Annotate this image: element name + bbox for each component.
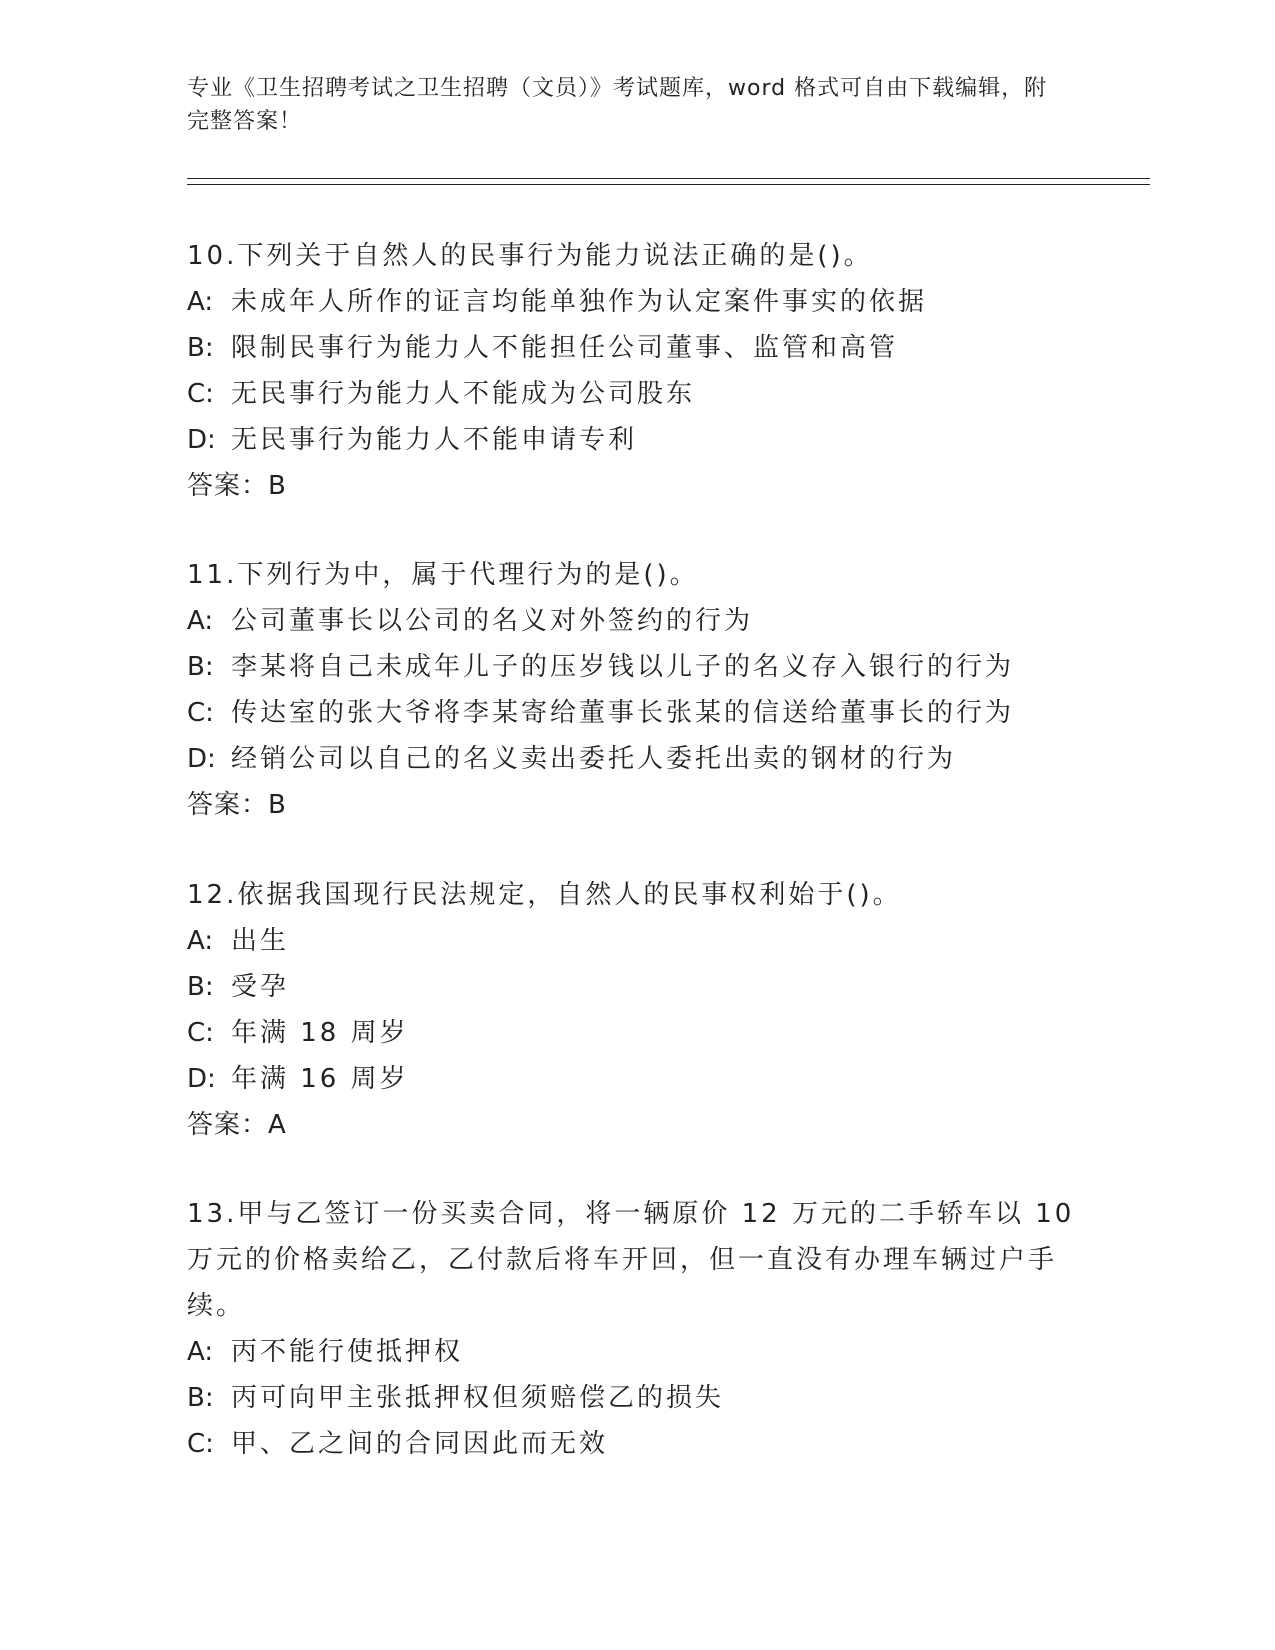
option-b	[187, 1375, 1087, 1421]
option-text: 出生	[231, 926, 290, 956]
answer-line: 答案：B	[187, 471, 287, 501]
option-d	[187, 1056, 1087, 1102]
option-b	[187, 964, 1087, 1010]
option-key: D:	[187, 425, 216, 455]
question-13	[187, 1191, 1087, 1467]
option-d	[187, 736, 1087, 782]
option-text: 年满 18 周岁	[231, 1018, 409, 1048]
question-stem: 10.下列关于自然人的民事行为能力说法正确的是()。	[187, 241, 873, 271]
option-c	[187, 1421, 1087, 1467]
option-key: B:	[187, 652, 214, 682]
header-divider-top	[187, 178, 1150, 179]
option-b	[187, 644, 1087, 690]
question-stem: 13.甲与乙签订一份买卖合同，将一辆原价 12 万元的二手轿车以 10 万元的价格卖给乙，乙付款后将车开回，但一直没有办理车辆过户手续。	[187, 1199, 1075, 1321]
option-key: B:	[187, 972, 214, 1002]
option-key: A:	[187, 606, 214, 636]
option-key: D:	[187, 1064, 216, 1094]
option-key: B:	[187, 1383, 214, 1413]
option-a	[187, 279, 1087, 325]
option-text: 丙不能行使抵押权	[231, 1337, 464, 1367]
option-text: 无民事行为能力人不能成为公司股东	[231, 379, 696, 409]
header-divider-bottom	[187, 184, 1150, 185]
option-text: 年满 16 周岁	[231, 1064, 409, 1094]
answer-line: 答案：A	[187, 1110, 287, 1140]
question-10	[187, 233, 1087, 509]
option-a	[187, 598, 1087, 644]
question-stem: 11.下列行为中，属于代理行为的是()。	[187, 560, 699, 590]
option-key: C:	[187, 1018, 214, 1048]
option-key: C:	[187, 379, 214, 409]
option-text: 李某将自己未成年儿子的压岁钱以儿子的名义存入银行的行为	[231, 652, 1015, 682]
option-d	[187, 417, 1087, 463]
answer-line: 答案：B	[187, 790, 287, 820]
option-key: A:	[187, 287, 214, 317]
question-stem: 12.依据我国现行民法规定，自然人的民事权利始于()。	[187, 880, 902, 910]
option-text: 无民事行为能力人不能申请专利	[231, 425, 638, 455]
option-c	[187, 371, 1087, 417]
option-a	[187, 918, 1087, 964]
option-text: 受孕	[231, 972, 290, 1002]
option-a	[187, 1329, 1087, 1375]
question-11	[187, 552, 1087, 828]
option-text: 传达室的张大爷将李某寄给董事长张某的信送给董事长的行为	[231, 698, 1015, 728]
option-b	[187, 325, 1087, 371]
option-text: 甲、乙之间的合同因此而无效	[231, 1429, 609, 1459]
option-text: 公司董事长以公司的名义对外签约的行为	[231, 606, 754, 636]
option-text: 丙可向甲主张抵押权但须赔偿乙的损失	[231, 1383, 725, 1413]
option-c	[187, 690, 1087, 736]
option-key: A:	[187, 1337, 214, 1367]
document-intro: 专业《卫生招聘考试之卫生招聘（文员）》考试题库，word 格式可自由下载编辑，附完整答案！	[187, 76, 1048, 134]
option-c	[187, 1010, 1087, 1056]
question-12	[187, 872, 1087, 1148]
option-key: C:	[187, 698, 214, 728]
option-key: C:	[187, 1429, 214, 1459]
option-key: D:	[187, 744, 216, 774]
option-text: 经销公司以自己的名义卖出委托人委托出卖的钢材的行为	[231, 744, 957, 774]
option-text: 限制民事行为能力人不能担任公司董事、监管和高管	[231, 333, 899, 363]
option-key: A:	[187, 926, 214, 956]
option-key: B:	[187, 333, 214, 363]
option-text: 未成年人所作的证言均能单独作为认定案件事实的依据	[231, 287, 928, 317]
